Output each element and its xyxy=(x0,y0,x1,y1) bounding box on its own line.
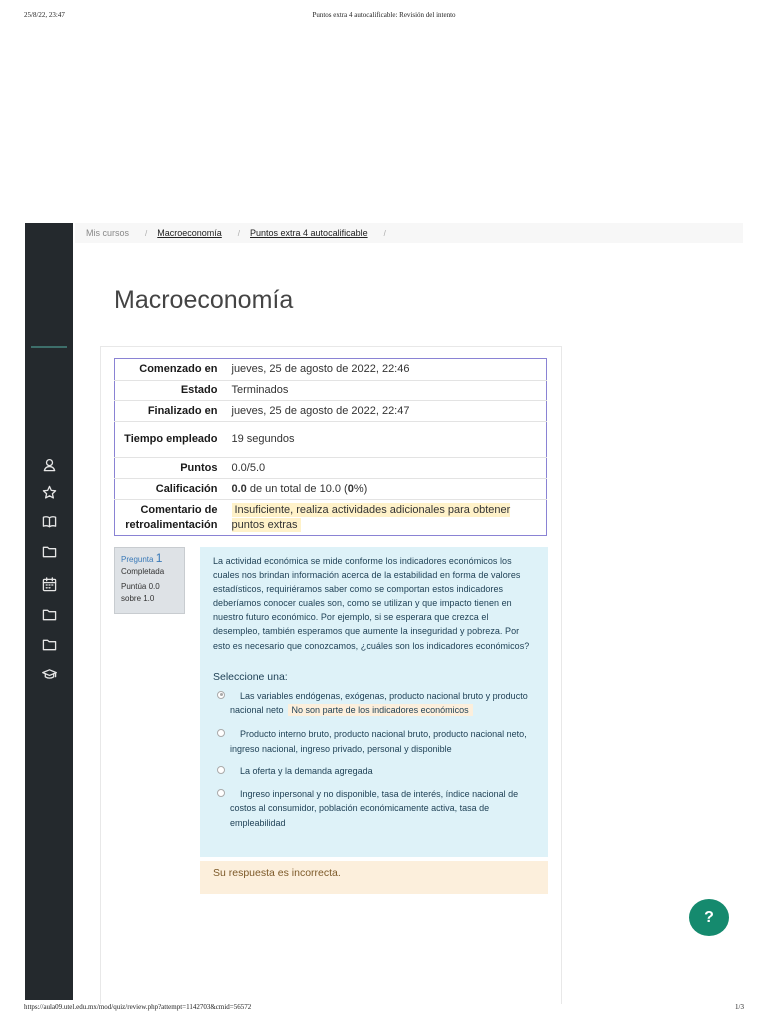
question-box xyxy=(200,547,548,857)
page-title: Macroeconomía xyxy=(114,286,294,314)
calendar-icon[interactable] xyxy=(40,575,58,593)
question-score: Puntúa 0.0 sobre 1.0 xyxy=(121,582,160,603)
feedback-label: Comentario de retroalimentación xyxy=(115,500,225,536)
answer-feedback: No son parte de los indicadores económicos xyxy=(288,704,473,716)
question-num: 1 xyxy=(155,551,163,565)
question-info xyxy=(114,547,185,614)
book-icon[interactable] xyxy=(40,512,58,530)
points-value: 0.0/5.0 xyxy=(225,458,547,479)
grade-value xyxy=(225,479,547,500)
finished-label: Finalizado en xyxy=(115,401,225,422)
breadcrumb-separator: / xyxy=(145,228,148,238)
started-label: Comenzado en xyxy=(139,363,218,375)
breadcrumb xyxy=(75,223,743,243)
print-footer xyxy=(0,1003,768,1013)
summary-row-finished xyxy=(115,401,547,422)
folder-icon[interactable] xyxy=(40,542,58,560)
feedback-value xyxy=(225,500,547,536)
feedback-highlight: Insuficiente, realiza actividades adicionales para obtener puntos extras xyxy=(231,503,511,531)
print-title: Puntos extra 4 autocalificable: Revisión del intento xyxy=(312,11,456,19)
graduation-cap-icon[interactable] xyxy=(40,665,58,683)
grade-percent: 0 xyxy=(347,482,354,495)
sidebar xyxy=(25,223,73,1000)
grade-percent-suffix: %) xyxy=(353,482,368,495)
star-icon[interactable] xyxy=(40,483,58,501)
answer-radio-selected[interactable] xyxy=(217,691,225,699)
summary-row-started xyxy=(115,359,547,381)
grade-label: Calificación xyxy=(115,479,225,500)
breadcrumb-separator: / xyxy=(383,228,386,238)
state-label: Estado xyxy=(115,381,225,401)
question-prompt: Seleccione una: xyxy=(213,670,288,683)
attempt-summary-table xyxy=(114,358,547,536)
answer-text: Producto interno bruto, producto nacional bruto, producto nacional neto, ingreso nacional, ingreso privado, personal y disponible xyxy=(230,729,527,754)
summary-row-grade xyxy=(115,479,547,500)
summary-row-time xyxy=(115,422,547,458)
summary-row-state xyxy=(115,381,547,401)
points-label: Puntos xyxy=(115,458,225,479)
finished-value: jueves, 25 de agosto de 2022, 22:47 xyxy=(225,401,547,422)
print-page-number: 1/3 xyxy=(735,1003,744,1011)
answer-text: Las variables endógenas, exógenas, producto nacional bruto y producto nacional neto xyxy=(230,690,528,716)
breadcrumb-course[interactable]: Macroeconomía xyxy=(157,228,222,238)
answer-option[interactable] xyxy=(213,764,536,778)
question-text: La actividad económica se mide conforme los indicadores económicos los cuales nos brindan información acerca de la estabilidad en forma de valores estadísticos, requiriéramos saber como se comportan estos indicadores deberíamos conocer cuales son, como se utilizan y que impacto tienen en nuestro futuro económico. Por ejemplo, si se esperara que crezca el desempleo, también esperamos que aumente la inseguridad y pobreza. Por esto es necesario que conozcamos, ¿cuáles son los indicadores económicos? xyxy=(213,556,530,651)
grade-total: de un total de 10.0 ( xyxy=(246,482,348,495)
time-value: 19 segundos xyxy=(225,422,547,458)
answer-option[interactable] xyxy=(213,689,536,718)
answer-option[interactable] xyxy=(213,787,536,830)
breadcrumb-separator: / xyxy=(237,228,241,238)
folder-icon[interactable] xyxy=(40,635,58,653)
summary-row-points xyxy=(115,458,547,479)
print-date: 25/8/22, 23:47 xyxy=(24,11,65,19)
started-value: jueves, 25 de agosto de 2022, 22:46 xyxy=(231,363,410,375)
folder-icon[interactable] xyxy=(40,605,58,623)
print-header xyxy=(0,11,768,21)
sidebar-divider xyxy=(31,346,67,348)
answer-outcome: Su respuesta es incorrecta. xyxy=(200,861,548,894)
answer-option[interactable] xyxy=(213,727,536,756)
answer-radio[interactable] xyxy=(217,789,225,797)
help-button[interactable]: ? xyxy=(689,899,729,936)
answer-text: La oferta y la demanda agregada xyxy=(240,766,373,777)
question-label: Pregunta xyxy=(121,555,154,564)
user-circle-icon[interactable] xyxy=(40,455,58,473)
print-url: https://aula09.utel.edu.mx/mod/quiz/review.php?attempt=1142703&cmid=56572 xyxy=(24,1003,252,1011)
time-label: Tiempo empleado xyxy=(115,422,225,458)
breadcrumb-quiz[interactable]: Puntos extra 4 autocalificable xyxy=(250,228,368,238)
state-value: Terminados xyxy=(225,381,547,401)
answer-radio[interactable] xyxy=(217,729,225,737)
breadcrumb-my-courses[interactable]: Mis cursos xyxy=(86,228,130,238)
answer-radio[interactable] xyxy=(217,766,225,774)
question-number xyxy=(121,552,178,566)
summary-row-feedback xyxy=(115,500,547,536)
answer-text: Ingreso inpersonal y no disponible, tasa de interés, índice nacional de costos al consumidor, población económicamente activa, tasa de empleabilidad xyxy=(230,788,519,828)
question-status: Completada xyxy=(121,567,165,576)
grade-score: 0.0 xyxy=(231,482,247,495)
